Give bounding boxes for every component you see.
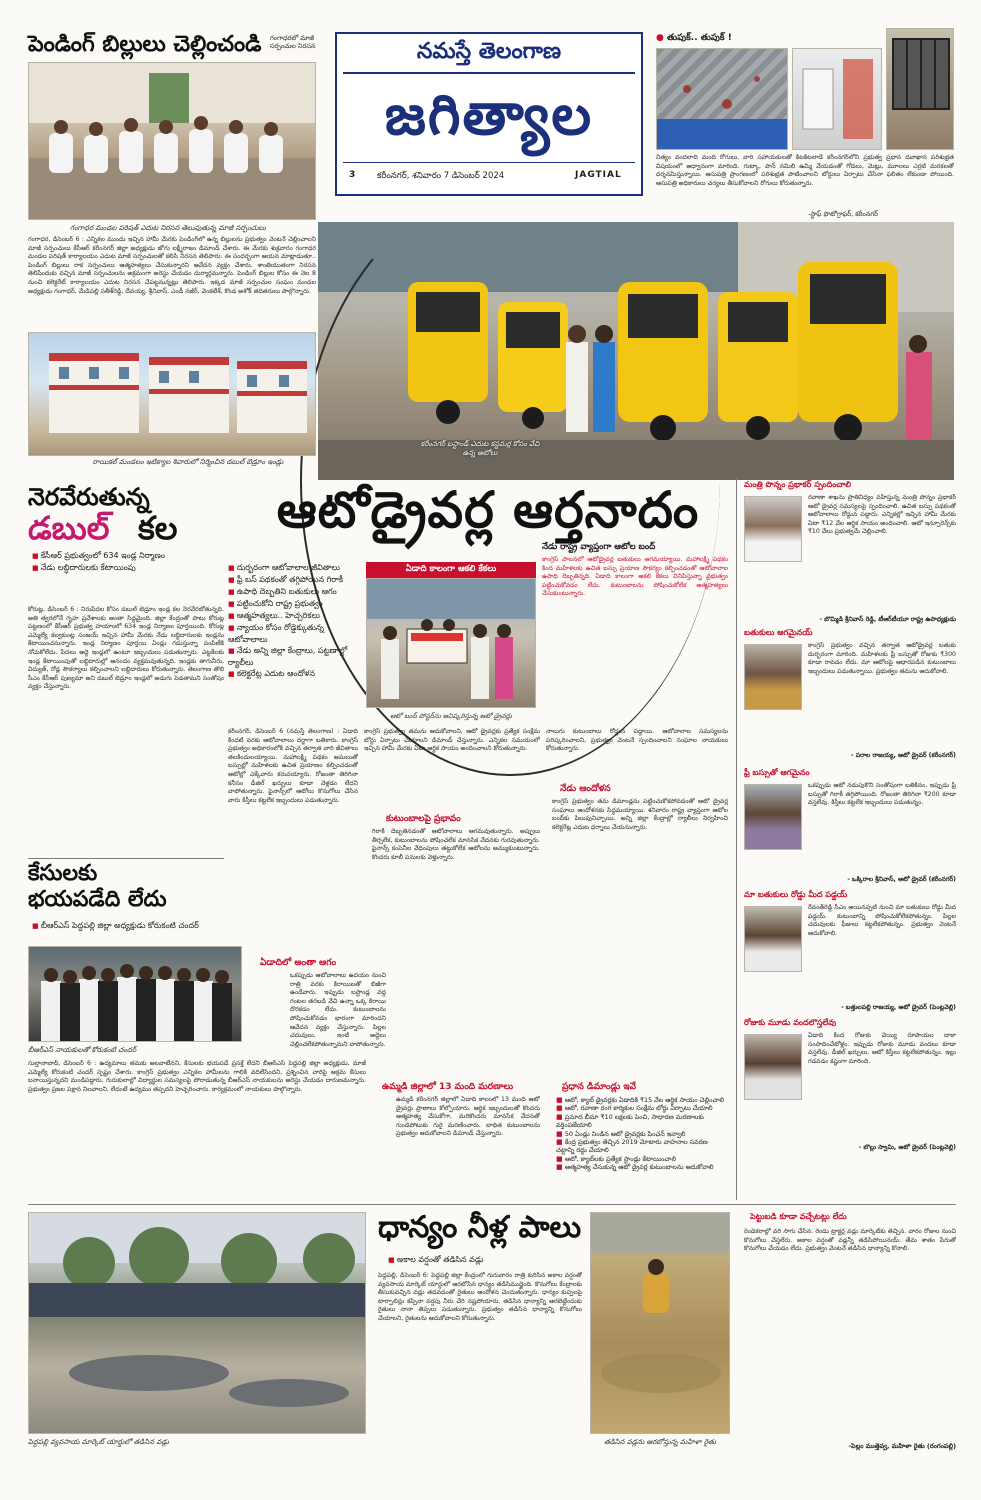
- double-photo-caption: రాయికల్ మండలం ఇటిక్యాల శివారులో నిర్మించిన డబుల్ బెడ్రూం ఇండ్లు: [92, 458, 284, 466]
- auto-bullet: ■ పట్టించుకోని రాష్ట్ర ప్రభుత్వం: [228, 598, 360, 610]
- voice-title: ఫ్రీ బస్సుతో ఆగమైనం: [744, 768, 810, 777]
- cases-caption: బీఆర్ఎస్ నాయకులతో కోరుకంటి చందర్: [28, 1046, 137, 1054]
- double-bullet: ■ కేసీఆర్ ప్రభుత్వంలో 634 ఇండ్ల నిర్మాణం: [32, 550, 202, 562]
- grain-caption-left: పెద్దపల్లి వ్యవసాయ మార్కెట్ యార్డులో తడిసిన వడ్లు: [28, 1438, 169, 1446]
- auto-sub3: ఉమ్మడి జిల్లాలో 13 మంది మరణాలు: [382, 1082, 514, 1092]
- auto-demands: [556, 1096, 728, 1172]
- grain-sub: పెట్టుబడి కూడా వచ్చేటట్లు లేదు: [750, 1212, 847, 1221]
- bills-caption: గంగాధర మండల పరిషత్ ఎదుట నిరసన తెలుపుతున్న మాజీ సర్పంచులు: [70, 224, 266, 232]
- voice-title: రోజుకు మూడు వందలొస్తలేవు: [744, 1018, 837, 1027]
- auto-bullet: ■ న్యాయం కోసం రోడ్డెక్కుతున్న ఆటోవాలాలు: [228, 622, 360, 645]
- double-body: కోరుట్ల, డిసెంబర్ 6 : నిరుపేదల కోసం డబుల్ బెడ్రూం ఇండ్ల కల నెరవేరబోతున్నది. అతి త్వరలోనే గృహ ప్రవేశాలకు అంతా సిద్ధమైంది. జిల్లా కేంద్రంతో పాటు కోరుట్ల పట్టణంలో కేసీఆర్ ప్రభుత్వ హయాంలో 634 ఇండ్ల నిర్మాణం పూర్తయింది. కోరుట్ల ఎమ్మెల్యే కల్వకుంట్ల సంజయ్ ఇచ్చిన హామీ మేరకు నేడు లబ్ధిదారులకు ఇండ్లను కేటాయించనున్నారు. ఇండ్ల నిర్మాణం పూర్తయి ఏండ్లు గడుస్తున్నా పంపిణీకి నోచుకోలేదు. పేదలు అద్దె ఇండ్లలో ఉంటూ ఇబ్బందులు పడుతున్నారు. ఎట్టకేలకు ఇండ్ల కేటాయింపుతో లబ్ధిదారుల్లో ఆనందం వ్యక్తమవుతున్నది. ఇండ్లకు తాగునీరు, విద్యుత్, రోడ్ల సౌకర్యాలు కల్పించాలని లబ్ధిదారులు కోరుతున్నారు. తెలంగాణ తొలి సీఎం కేసీఆర్ పుణ్యమా అని డబుల్ బెడ్రూం ఇండ్లలో అడుగు పెడతామని సంతోషం వ్యక్తం చేస్తున్నారు.: [28, 606, 224, 691]
- double-headline-3: కల: [138, 509, 178, 547]
- page-number: 3: [349, 170, 356, 180]
- auto-inset-photo: [366, 578, 536, 708]
- auto-bullet: ■ దుర్భరంగా ఆటోవాలాల జీవితాలు: [228, 562, 360, 574]
- grain-photo-left: [28, 1212, 366, 1434]
- voice-body: కాంగ్రెస్ ప్రభుత్వం వచ్చిన తర్వాత ఆటోడ్రైవర్ల బతుకు దుర్భరంగా మారింది. మహిళలకు ఫ్రీ బస్సుతో రోజుకు ₹300 కూడా రావడం లేదు. మా ఆటోలపై ఆధారపడిన కుటుంబాలు ఇబ్బందులు పడుతున్నాయి. ప్రభుత్వం తమను ఆదుకోవాలి.: [808, 642, 956, 675]
- voice-portrait: [744, 784, 802, 850]
- masthead-edition: జగిత్యాల: [384, 82, 594, 148]
- edition-en: JAGTIAL: [575, 170, 622, 180]
- auto-col2c: ఉమ్మడి కరీంనగర్ జిల్లాలో ఏడాది కాలంలో 13 మంది ఆటో డ్రైవర్లు ప్రాణాలు కోల్పోయారు. ఆర్థిక ఇబ్బందులతో కొందరు ఆత్మహత్య చేసుకోగా, మరికొందరు మానసిక వేదనతో గుండెపోటుకు గురై మరణించారు. బాధిత కుటుంబాలను ప్రభుత్వం ఆదుకోవాలని డిమాండ్ చేస్తున్నారు.: [396, 1096, 540, 1138]
- auto-bullets: [228, 562, 360, 680]
- auto-col1b: ఒకప్పుడు ఆటోవాలాలు ఉదయం నుంచి రాత్రి వరకు కిరాయిలతో బిజీగా ఉండేవారు. ఇప్పుడు బస్టాండ్ల వద్ద గంటల తరబడి వేచి ఉన్నా ఒక్క కిరాయి దొరకడం లేదు. కుటుంబాలను పోషించుకోవడం భారంగా మారిందని ఆవేదన వ్యక్తం చేస్తున్నారు. పిల్లల చదువులు, ఇంటి అద్దెలు చెల్లించలేకపోతున్నామని వాపోతున్నారు.: [290, 972, 386, 1048]
- voice-title: మంత్రి పొన్నం ప్రభాకర్ స్పందించాలి: [744, 480, 851, 489]
- double-bedroom-photo: [28, 332, 316, 456]
- auto-headline: ఆటోడ్రైవర్ల ఆర్తనాదం: [276, 480, 700, 539]
- grain-caption-right: తడిసిన వడ్లను ఆరబోస్తున్న మహిళా రైతు: [604, 1438, 716, 1446]
- voice-credit: - బొమ్మిడి శ్రీనివాస్ రెడ్డి, టీఆర్‌టీయూ రాష్ట్ర ఉపాధ్యక్షుడు: [819, 616, 956, 623]
- auto-col3b: కాంగ్రెస్ ప్రభుత్వం తమ డిమాండ్లను పట్టించుకోకపోవడంతో ఆటో డ్రైవర్ల సంఘాలు ఆందోళనకు సిద్ధమయ్యాయి. శనివారం రాష్ట్ర వ్యాప్తంగా ఆటోల బంద్‌కు పిలుపునిచ్చాయి. అన్ని జిల్లా కేంద్రాల్లో ర్యాలీలు నిర్వహించి కలెక్టరేట్ల ఎదుట ధర్నాలు చేయనున్నారు.: [552, 798, 728, 831]
- grain-headline: ధాన్యం నీళ్ల పాలు: [378, 1210, 582, 1245]
- voice-body: ఒకప్పుడు ఆటో నడుపుకొని సంతోషంగా బతికినం. ఇప్పుడు ఫ్రీ బస్సుతో గిరాకీ తగ్గిపోయింది. రోజంతా తిరిగినా ₹200 కూడా వస్తలేవు. కిస్తీలు కట్టలేక ఇబ్బందులు పడుతున్నం.: [808, 782, 956, 807]
- grain-side-body: రెండెకరాల్లో వరి సాగు చేసిన. రెండు ట్రాక్టర్ల వడ్లు మార్కెట్‌కు తెచ్చిన. వారం రోజుల నుంచి కొనుగోలు చేస్తలేరు. అకాల వర్షంతో వడ్లన్నీ తడిసిపోయినయ్. తేమ శాతం పేరుతో కొనుగోలు చేయడం లేదు. ప్రభుత్వం వెంటనే తడిసిన ధాన్యాన్ని కొనాలి.: [744, 1228, 956, 1253]
- voice-4: [744, 890, 956, 1011]
- tupuk-headline: ● తుపుక్.. తుపుక్ !: [656, 33, 732, 43]
- double-bullet: ■ నేడు లబ్ధిదారులకు కేటాయింపు: [32, 562, 202, 574]
- demand-item: ■ 50 ఏండ్లు నిండిన ఆటో డ్రైవర్లకు పింఛన్ ఇవ్వాలి: [556, 1130, 728, 1138]
- grain-body: పెద్దపల్లి, డిసెంబర్ 6: పెద్దపల్లి జిల్లా కేంద్రంలో గురువారం రాత్రి కురిసిన అకాల వర్షంతో వ్యవసాయ మార్కెట్ యార్డులో ఆరబోసిన ధాన్యం తడిసిముద్దైంది. కొనుగోలు కేంద్రాలకు తీసుకువచ్చిన వడ్లు తడవడంతో రైతులు ఆందోళన చెందుతున్నారు. ధాన్యం కుప్పలపై టార్పాలిన్లు కప్పినా వర్షపు నీరు చేరి నష్టపోయారు. తడిసిన ధాన్యాన్ని ఆరబెట్టేందుకు రైతులు నానా తిప్పలు పడుతున్నారు. ప్రభుత్వం తడిసిన ధాన్యాన్ని కొనుగోలు చేయాలని, రైతులను ఆదుకోవాలని కోరుతున్నారు.: [378, 1272, 582, 1322]
- auto-photo-caption: కరీంనగర్ బస్టాండ్ ఎదుట కస్టమర్ల కోసం వేచి ఉన్న ఆటోలు: [420, 440, 540, 457]
- auto-sub4: నేడు ఆందోళన: [560, 784, 611, 794]
- voice-credit: - పరాల రాజయ్య, ఆటో డ్రైవర్ (కరీంనగర్): [851, 752, 956, 759]
- grain-side-credit: -పెల్లం ముత్తెవ్వ, మహిళా రైతు (రంగంపల్లి): [848, 1442, 956, 1450]
- voice-portrait: [744, 1034, 802, 1100]
- dateline: కరీంనగర్, శనివారం 7 డిసెంబర్ 2024: [377, 171, 505, 181]
- bills-headline: పెండింగ్ బిల్లులు చెల్లించండి: [28, 31, 262, 57]
- bills-kicker: గంగాధరలో మాజీ సర్పంచుల నిరసన: [270, 34, 316, 50]
- voice-body: రవాణా శాఖను ప్రాతినిధ్యం వహిస్తున్న మంత్రి పొన్నం ప్రభాకర్ ఆటో డ్రైవర్ల సమస్యలపై స్పందించాలి. ఉచిత బస్సు పథకంతో ఆటోవాలాలు రోడ్డున పడ్డారు. ఎన్నికల్లో ఇచ్చిన హామీ మేరకు ఏటా ₹12 వేల ఆర్థిక సాయం అందించాలి. ఆటో ఇన్సూరెన్స్‌కు ₹10 వేలు ప్రభుత్వమే చెల్లించాలి.: [808, 494, 956, 536]
- auto-bullet: ■ కలెక్టరేట్ల ఎదుట ఆందోళన: [228, 668, 360, 680]
- voice-credit: - బొల్లు స్వామి, ఆటో డ్రైవర్ (పెంట్లవెల్లి): [858, 1144, 956, 1151]
- auto-bullet: ■ నేడు అన్ని జిల్లా కేంద్రాలు, పట్టణాల్లో ర్యాలీలు: [228, 645, 360, 668]
- auto-lead: కాంగ్రెస్ పాలనలో ఆటోడ్రైవర్ల బతుకులు ఆగమయ్యాయి. మహాలక్ష్మి పథకం కింద మహిళలకు ఉచిత బస్సు ప్రయాణ సౌకర్యం కల్పించడంతో ఆటోవాలాల ఉపాధి దెబ్బతిన్నది. ఏడాది కాలంగా ఆకలి కేకలు వినిపిస్తున్నా ప్రభుత్వం పట్టించుకోవడం లేదు. కుటుంబాలను పోషించుకోలేక ఆత్మహత్యలు చేసుకుంటున్నారు.: [542, 556, 728, 598]
- masthead-brand: నమస్తే తెలంగాణ: [416, 38, 562, 64]
- voice-credit: - ఒక్కిరాల శ్రీనివాస్, ఆటో డ్రైవర్ (కరీంనగర్): [847, 876, 956, 883]
- tupuk-photo-stairs: [656, 48, 788, 150]
- voice-1: [744, 480, 956, 623]
- voice-portrait: [744, 496, 802, 562]
- demand-item: ■ ఆటో, క్యాబ్‌లకు ప్రత్యేక స్టాండ్లు కేటాయించాలి: [556, 1155, 728, 1163]
- grain-bullet-item: ■ అకాల వర్షంతో తడిసిన వడ్లు: [388, 1254, 588, 1266]
- auto-red-label: ఏడాది కాలంగా ఆకలి కేకలు: [366, 562, 536, 578]
- voice-5: [744, 1018, 956, 1151]
- tupuk-body: నిత్యం వందలాది మంది రోగులు, వారి సహాయకులతో కిటకిటలాడే కరీంనగర్‌లోని ప్రభుత్వ ప్రధాన దవాఖాన పరిశుభ్రత విషయంలో అధ్వానంగా మారింది. గుట్కా, పాన్ నమిలి ఉమ్మి వేయడంతో గోడలు, మెట్లు, మూలలు ఎర్రటి మరకలతో దర్శనమిస్తున్నాయి. ఆసుపత్రి ప్రాంగణంలో పరిశుభ్రత పాటించాలని బోర్డులు ఏర్పాటు చేసినా ఫలితం లేకుండా పోయింది. ఆసుపత్రి అధికారులు చర్యలు తీసుకోవాలని రోగులు కోరుతున్నారు.: [656, 154, 954, 187]
- cases-body: సుల్తానాబాద్, డిసెంబర్ 6 : ఉద్యమాలు తమకు అలవాటేనని, కేసులకు భయపడే ప్రసక్తే లేదని బీఆర్ఎస్ పెద్దపల్లి జిల్లా అధ్యక్షుడు, మాజీ ఎమ్మెల్యే కోరుకంటి చందర్ స్పష్టం చేశారు. కాంగ్రెస్ ప్రభుత్వం ఎన్నికల హామీలను గాలికి వదిలేసిందని, ప్రశ్నించిన వారిపై అక్రమ కేసులు బనాయిస్తున్నదని మండిపడ్డారు. గురుకులాల్లో విద్యార్థుల సమస్యలపై పోరాడుతున్న బీఆర్ఎస్ నాయకులను అరెస్టు చేయడం దారుణమన్నారు. ప్రభుత్వం ప్రజల పక్షాన నిలవాలని, లేదంటే ఉద్యమం తప్పదని హెచ్చరించారు. కార్యక్రమంలో నాయకులు పాల్గొన్నారు.: [28, 1060, 366, 1093]
- cases-headline-2: భయపడేది లేదు: [28, 886, 167, 912]
- bills-photo: [28, 62, 316, 220]
- cases-photo: [28, 946, 242, 1042]
- auto-bullet: ■ ఫ్రీ బస్ పథకంతో తగ్గిపోయిన గిరాకీ: [228, 574, 360, 586]
- cases-bullet: [32, 920, 232, 932]
- tupuk-photo-corridor: [792, 48, 882, 150]
- voice-portrait: [744, 906, 802, 972]
- demand-item: ■ ఆత్మహత్య చేసుకున్న ఆటో డ్రైవర్ల కుటుంబాలను ఆదుకోవాలి: [556, 1163, 728, 1171]
- demand-item: ■ కేంద్ర ప్రభుత్వం తెచ్చిన 2019 మోటారు వాహనాల సవరణ చట్టాన్ని రద్దు చేయాలి: [556, 1138, 728, 1155]
- voice-2: [744, 628, 956, 759]
- demand-item: ■ ఆటో, క్యాబ్ డ్రైవర్లకు ఏడాదికి ₹15 వేల ఆర్థిక సాయం చెల్లించాలి: [556, 1096, 728, 1104]
- double-headline-2: డబుల్: [28, 509, 110, 547]
- auto-sub1: ఏడాదిలో అంతా ఆగం: [260, 958, 337, 968]
- auto-sub5: ప్రధాన డిమాండ్లు ఇవే: [562, 1082, 636, 1092]
- auto-bullet: ■ ఆత్మహత్యలు.. హెచ్చరికలు: [228, 610, 360, 622]
- demand-item: ■ ఆటో, రవాణా రంగ కార్మికుల సంక్షేమ బోర్డు ఏర్పాటు చేయాలి: [556, 1104, 728, 1112]
- double-bullets: [32, 550, 202, 574]
- auto-bullet: ■ ఉపాధి దెబ్బతిని బతుకులు ఆగం: [228, 586, 360, 598]
- auto-col3: నాలుగు కుటుంబాలు రోడ్డున పడ్డాయి. ఆటోవాలాల సమస్యలను పరిష్కరించాలని, ప్రభుత్వం వెంటనే స్పందించాలని సంఘాల నాయకులు కోరుతున్నారు.: [546, 728, 728, 753]
- auto-inset-caption: ఆటో బంద్ పోస్టర్‌ను ఆవిష్కరిస్తున్న ఆటో డ్రైవర్లు: [390, 712, 512, 720]
- voice-credit: - బత్తులపల్లి రాజయ్య, ఆటో డ్రైవర్ (పెంట్లవెల్లి): [841, 1004, 956, 1011]
- voice-3: [744, 768, 956, 883]
- voice-body: ఏడాది కింద రోజుకు వెయ్యి రూపాయల దాకా సంపాదించేటోళ్లం. ఇప్పుడు రోజుకు మూడు వందలు కూడా వస్తలేవు. డీజిల్ ఖర్చులు, ఆటో కిస్తీలు కట్టలేకపోతున్నం. ఇల్లు గడవడం కష్టంగా మారింది.: [808, 1032, 956, 1065]
- bills-body: గంగాధర, డిసెంబర్ 6 : ఎన్నికల ముందు ఇచ్చిన హామీ మేరకు పెండింగ్‌లో ఉన్న బిల్లులను ప్రభుత్వం వెంటనే చెల్లించాలని మాజీ సర్పంచులు కేసీఆర్ కరీంనగర్ జిల్లా అధ్యక్షుడు జోగు లక్ష్మీరాజం డిమాండ్ చేశారు. ఈ మేరకు శుక్రవారం గంగాధర మండల పరిషత్ కార్యాలయం ఎదుట మాజీ సర్పంచులతో కలిసి నిరసన తెలిపారు. ఈ సందర్భంగా ఆయన మాట్లాడుతూ.. పెండింగ్ బిల్లులు రాక సర్పంచులు ఆత్మహత్యలు చేసుకున్నారని ఆవేదన వ్యక్తం చేశారు. శాంతియుతంగా నిరసన తెలిపేందుకు వచ్చిన మాజీ సర్పంచులను అక్రమంగా అరెస్టు చేయడం దుర్మార్గమన్నారు. పెండింగ్ బిల్లుల కోసం ఈ నెల 8 నుంచి కలెక్టరేట్ కార్యాలయం ఎదుట నిరసన చేపట్టనున్నట్లు తెలిపారు. ఇక్కడ మాజీ సర్పంచుల సంఘం మండల అధ్యక్షుడు గంగాధర్, మేడిపల్లి సతీశ్‌రెడ్డి, దేవయ్య, శ్రీనివాస్, ఎండీ నజీర్, వెంకటేశ్, కొండ అశోక్ తదితరులు పాల్గొన్నారు.: [28, 236, 316, 295]
- voice-title: బతుకులు ఆగమైనయ్: [744, 628, 813, 637]
- auto-col1: కరీంనగర్, డిసెంబర్ 6 (నమస్తే తెలంగాణ) : ఏడాది కిందటి వరకు ఆటోవాలాలు దర్జాగా బతికారు. కాంగ్రెస్ ప్రభుత్వం అధికారంలోకి వచ్చిన తర్వాత వారి జీవితాలు తలకిందులయ్యాయి. మహాలక్ష్మి పథకం అమలుతో బస్సుల్లో మహిళలకు ఉచిత ప్రయాణం కల్పించడంతో ఆటోల్లో ఎక్కేవారు కరువయ్యారు. రోజంతా తిరిగినా కనీసం డీజిల్ ఖర్చులు కూడా వెళ్లడం లేదని వాపోతున్నారు. ఫైనాన్స్‌లో ఆటోలు కొనుగోలు చేసిన వారు కిస్తీలు కట్టలేక ఇబ్బందులు పడుతున్నారు.: [228, 728, 358, 804]
- auto-col2b: గిరాకీ దెబ్బతినడంతో ఆటోవాలాలు ఆగమవుతున్నారు. అప్పులు తీర్చలేక, కుటుంబాలను పోషించలేక మానసిక వేదనకు గురవుతున్నారు. ఫైనాన్స్ కంపెనీల వేధింపులు తట్టుకోలేక ఆటోలను అమ్ముకుంటున్నారు. కొందరు కూలీ పనులకు వెళ్తున్నారు.: [372, 828, 540, 861]
- tupuk-photo-window: [886, 28, 954, 150]
- voice-title: మా బతుకులు రోడ్డు మీద పడ్డయ్: [744, 890, 848, 899]
- voice-body: రేవంత్‌రెడ్డి సీఎం అయినప్పటి నుంచి మా బతుకులు రోడ్డు మీద పడ్డయ్. కుటుంబాన్ని పోషించుకోలేకపోతున్నం. పిల్లల చదువులకు ఫీజులు కట్టలేకపోతున్నం. ప్రభుత్వం వెంటనే ఆదుకోవాలి.: [808, 904, 956, 937]
- demand-item: ■ ప్రమాద బీమా ₹10 లక్షలకు పెంచి, సాధారణ మరణాలకు వర్తింపజేయాలి: [556, 1113, 728, 1130]
- auto-sub2: కుటుంబాలపై ప్రభావం: [386, 814, 461, 824]
- tupuk-credit: -స్టాఫ్ ఫొటోగ్రాఫర్, కరీంనగర్: [808, 210, 879, 218]
- cases-headline-1: కేసులకు: [28, 860, 98, 886]
- masthead: [335, 32, 643, 196]
- double-headline-1: నెరవేరుతున్న: [28, 482, 150, 511]
- auto-col2: కాంగ్రెస్ ప్రభుత్వం తమను ఆదుకోవాలని, ఆటో డ్రైవర్లకు ప్రత్యేక సంక్షేమ బోర్డు ఏర్పాటు చేయాలని డిమాండ్ చేస్తున్నారు. ఎన్నికల సమయంలో ఇచ్చిన హామీ మేరకు ఏటా ఆర్థిక సాయం అందించాలని కోరుతున్నారు.: [364, 728, 540, 753]
- grain-bullet: [388, 1254, 588, 1266]
- grain-photo-right: [590, 1212, 730, 1434]
- auto-strap: నేడు రాష్ట్ర వ్యాప్తంగా ఆటోల బంద్: [542, 542, 656, 552]
- cases-bullet-item: ■ బీఆర్ఎస్ పెద్దపల్లి జిల్లా అధ్యక్షుడు కోరుకంటి చందర్: [32, 920, 232, 932]
- voice-portrait: [744, 644, 802, 710]
- tupuk-title: తుపుక్.. తుపుక్ !: [667, 33, 732, 43]
